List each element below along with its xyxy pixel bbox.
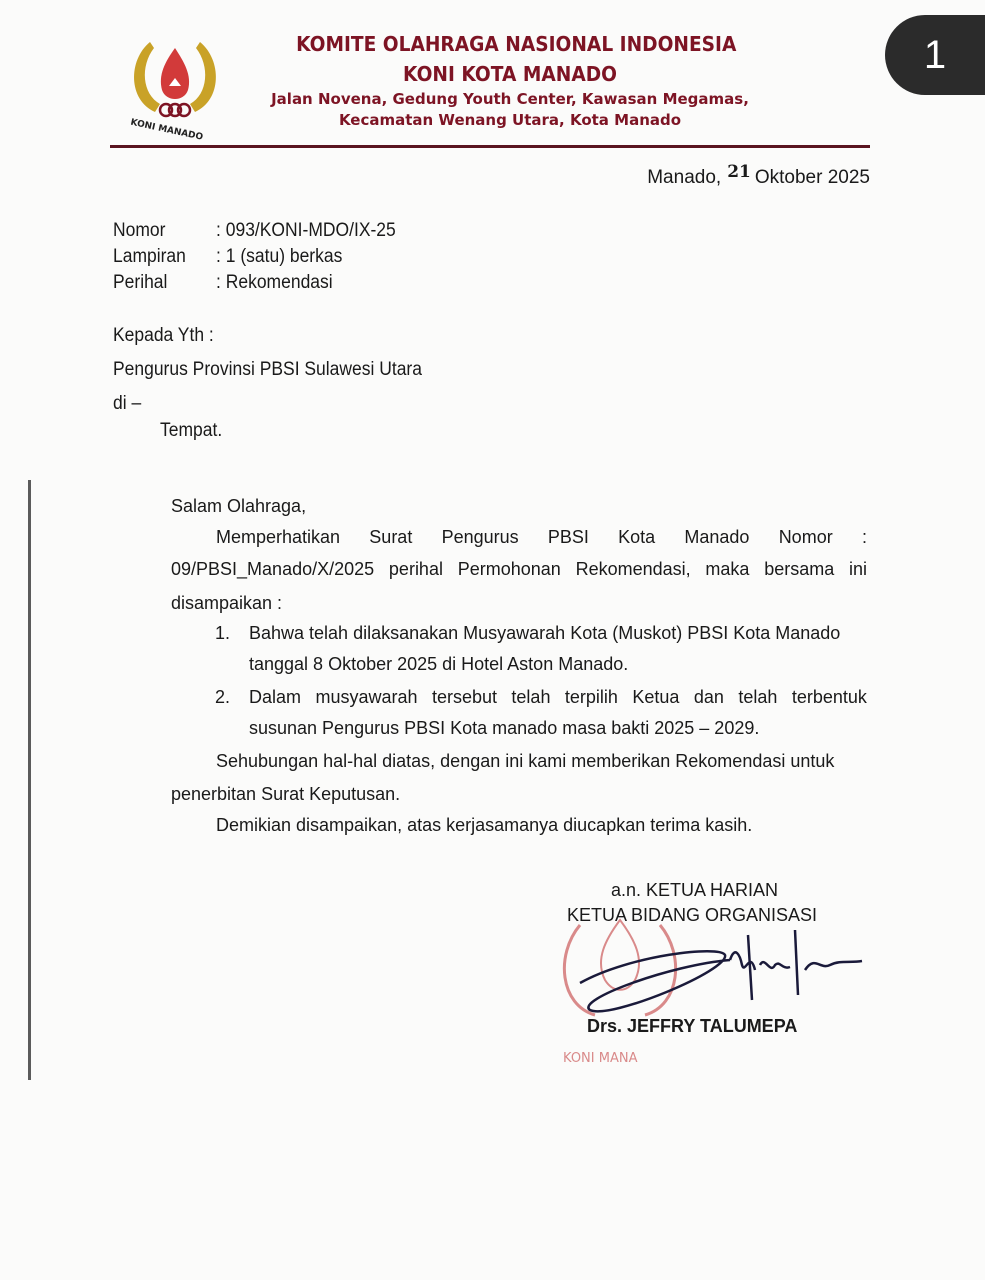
org-name: KOMITE OLAHRAGA NASIONAL INDONESIA <box>296 32 737 56</box>
para1-line3: disampaikan : <box>171 593 283 613</box>
closing-sentence: Demikian disampaikan, atas kerjasamanya diucapkan terima kasih. <box>216 815 753 835</box>
recipient-name: Pengurus Provinsi PBSI Sulawesi Utara <box>113 359 422 380</box>
meta-lampiran: Lampiran : 1 (satu) berkas <box>113 246 343 267</box>
header-divider <box>110 145 870 148</box>
para1-line1: Memperhatikan Surat Pengurus PBSI Kota Manado Nomor : <box>216 527 867 547</box>
item-1-line1: Bahwa telah dilaksanakan Musyawarah Kota (Muskot) PBSI Kota Manado <box>249 623 841 643</box>
item-2-line1: Dalam musyawarah tersebut telah terpilih Ketua dan telah terbentuk <box>249 687 867 707</box>
date-place: Manado, <box>647 167 722 188</box>
item-1-number: 1. <box>215 623 231 643</box>
meta-perihal: Perihal : Rekomendasi <box>113 272 333 293</box>
para1-line2: 09/PBSI_Manado/X/2025 perihal Permohonan Rekomendasi, maka bersama ini <box>171 559 867 579</box>
item-1-line2: tanggal 8 Oktober 2025 di Hotel Aston Manado. <box>249 654 629 674</box>
recipient-to: Kepada Yth : <box>113 325 214 346</box>
address-line-1: Jalan Novena, Gedung Youth Center, Kawasan Megamas, <box>271 90 749 108</box>
signature-on-behalf: a.n. KETUA HARIAN <box>611 880 779 900</box>
meta-nomor: Nomor : 093/KONI-MDO/IX-25 <box>113 220 396 241</box>
greeting: Salam Olahraga, <box>171 496 307 516</box>
letter-date <box>647 162 870 189</box>
item-2-number: 2. <box>215 687 231 707</box>
page-edge-shadow <box>28 480 31 1080</box>
page-number-badge: 1 <box>885 15 985 95</box>
koni-logo <box>120 30 230 145</box>
para2-line1: Sehubungan hal-hal diatas, dengan ini kami memberikan Rekomendasi untuk <box>216 751 835 771</box>
handwritten-signature <box>570 925 870 1025</box>
date-day-handwritten: 21 <box>727 162 751 182</box>
recipient-place: Tempat. <box>160 420 223 441</box>
address-line-2: Kecamatan Wenang Utara, Kota Manado <box>338 111 682 129</box>
signature-position: KETUA BIDANG ORGANISASI <box>567 905 818 925</box>
para2-line2: penerbitan Surat Keputusan. <box>171 784 401 804</box>
item-2-line2: susunan Pengurus PBSI Kota manado masa bakti 2025 – 2029. <box>249 718 760 738</box>
date-month-year: Oktober 2025 <box>754 167 870 188</box>
branch-name: KONI KOTA MANADO <box>403 62 617 86</box>
signatory-name: Drs. JEFFRY TALUMEPA <box>587 1016 798 1036</box>
recipient-di: di – <box>113 393 142 414</box>
svg-text:KONI MANADO: KONI MANADO <box>129 117 204 143</box>
svg-text:KONI MANA: KONI MANA <box>563 1051 638 1066</box>
